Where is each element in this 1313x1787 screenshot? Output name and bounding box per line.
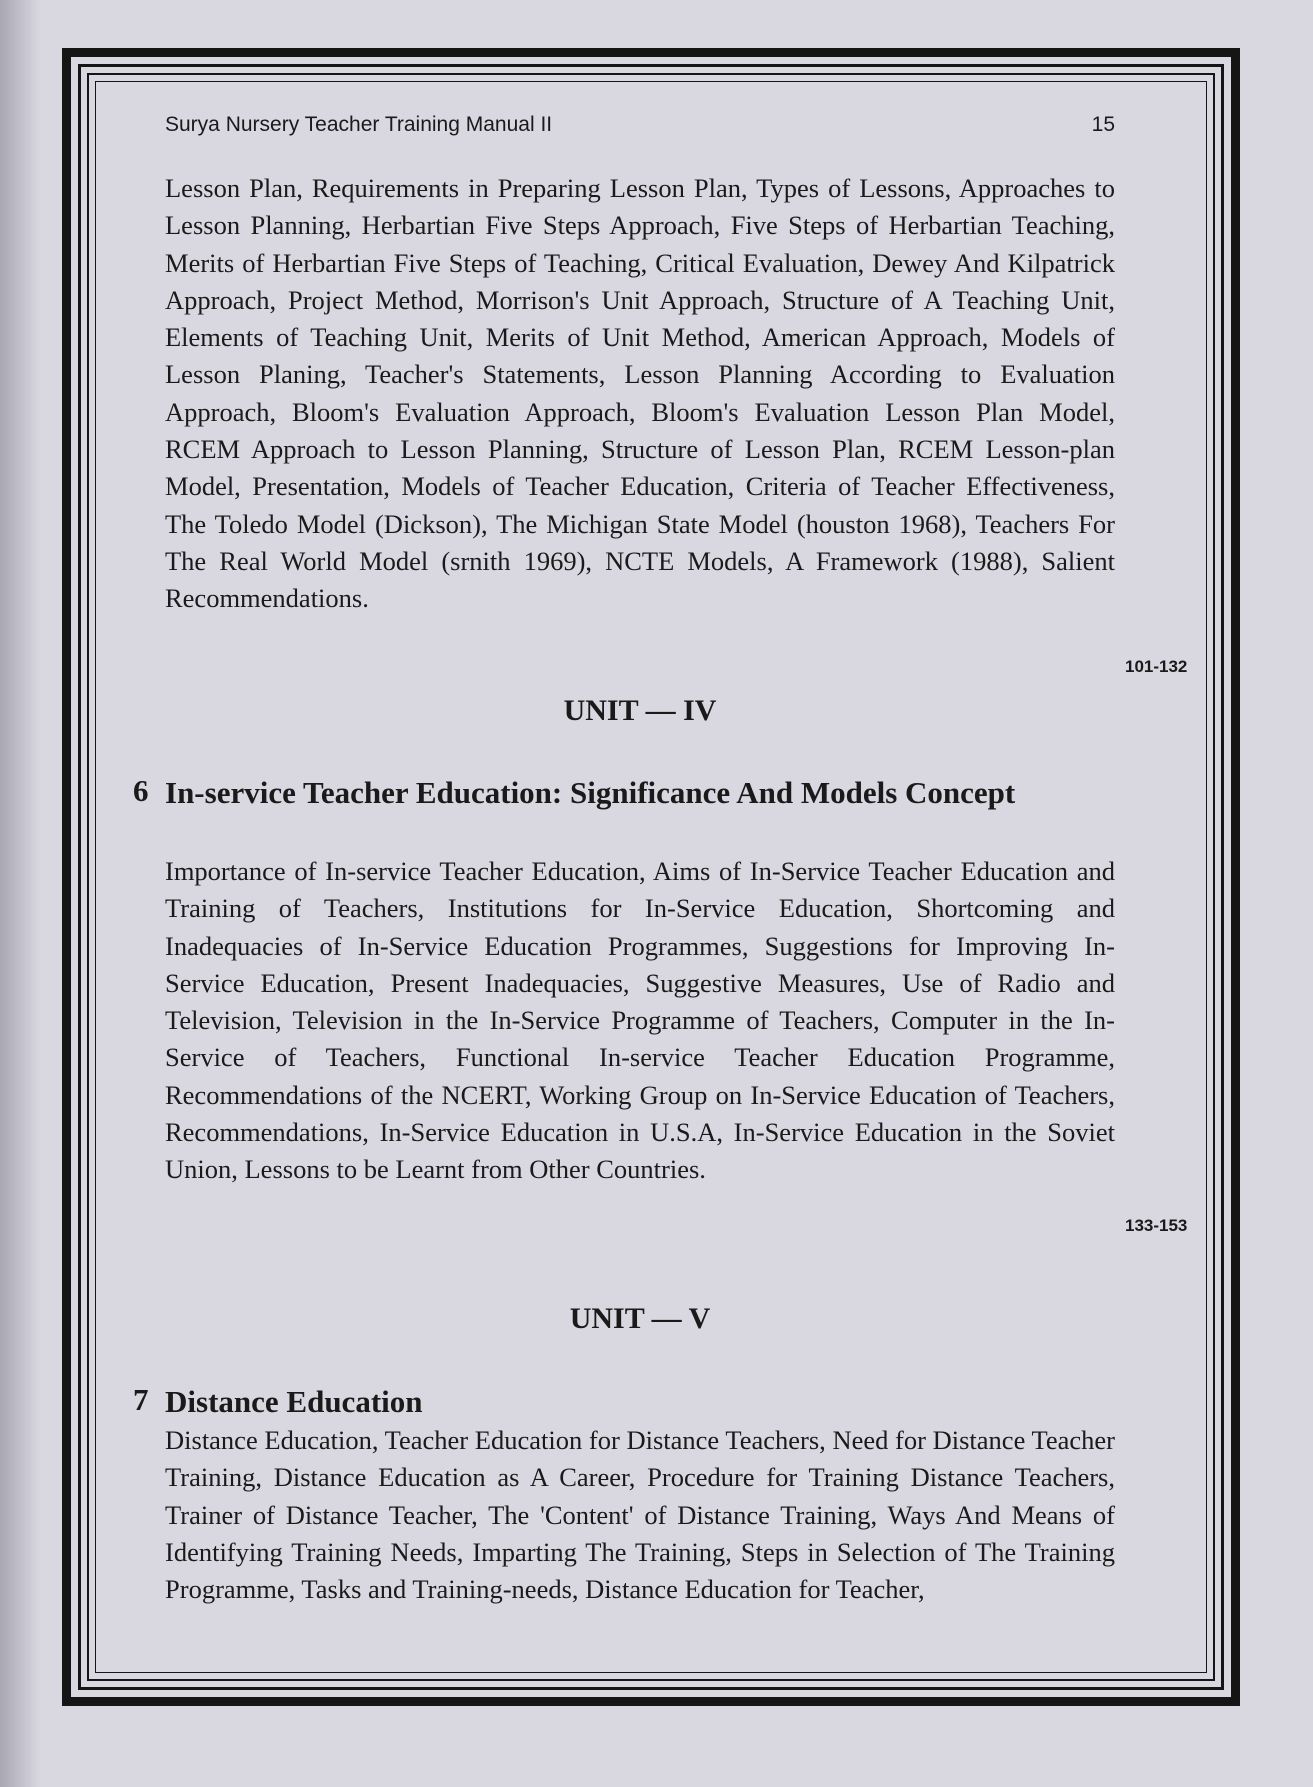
running-header [165, 113, 1115, 137]
section-continued-pages: 101-132 [1125, 657, 1188, 676]
page-number: 15 [1091, 113, 1115, 136]
section-continued-text: Lesson Plan, Requirements in Preparing Lesson Plan, Types of Lessons, Approaches to Lesson Planning, Herbartian Five Steps Approach, Five Steps of Herbartian Teaching, Merits of Herbartian Five Steps of Teaching, Critical Evaluation, Dewey And Kilpatrick Approach, Project Method, Morrison's Unit Approach, Structure of A Teaching Unit, Elements of Teaching Unit, Merits of Unit Method, American Approach, Models of Lesson Planing, Teacher's Statements, Lesson Planning According to Evaluation Approach, Bloom's Evaluation Approach, Bloom's Evaluation Lesson Plan Model, RCEM Approach to Lesson Planning, Structure of Lesson Plan, RCEM Lesson-plan Model, Presentation, Models of Teacher Education, Criteria of Teacher Effectiveness, The Toledo Model (Dickson), The Michigan State Model (houston 1968), Teachers For The Real World Model (srnith 1969), NCTE Models, A Framework (1988), Salient Recommendations. [165, 173, 1115, 614]
chapter-6-text: Importance of In-service Teacher Education, Aims of In-Service Teacher Education and Training of Teachers, Institutions for In-Service Education, Shortcoming and Inadequacies of In-Service Education Programmes, Suggestions for Improving In-Service Education, Present Inadequacies, Suggestive Measures, Use of Radio and Television, Television in the In-Service Programme of Teachers, Computer in the In-Service of Teachers, Functional In-service Teacher Education Programme, Recommendations of the NCERT, Working Group on In-Service Education of Teachers, Recommendations, In-Service Education in U.S.A, In-Service Education in the Soviet Union, Lessons to be Learnt from Other Countries. [165, 856, 1115, 1185]
chapter-7-title: Distance Education [165, 1384, 423, 1419]
chapter-7-number: 7 [133, 1382, 149, 1417]
page-edge-shadow [0, 0, 40, 1787]
unit-iv-heading: UNIT — IV [563, 694, 717, 727]
header-title: Surya Nursery Teacher Training Manual II [165, 113, 553, 136]
chapter-7-text: Distance Education, Teacher Education for Distance Teachers, Need for Distance Teacher Training, Distance Education as A Career, Procedure for Training Distance Teachers, Trainer of Distance Teacher, The 'Content' of Distance Training, Ways And Means of Identifying Training Needs, Imparting The Training, Steps in Selection of The Training Programme, Tasks and Training-needs, Distance Education for Teacher, [165, 1425, 1115, 1605]
chapter-6-title: In-service Teacher Education: Significance And Models Concept [165, 775, 1016, 810]
unit-v-heading: UNIT — V [569, 1302, 711, 1335]
chapter-6-pages: 133-153 [1125, 1216, 1188, 1235]
chapter-6-number: 6 [133, 773, 149, 808]
